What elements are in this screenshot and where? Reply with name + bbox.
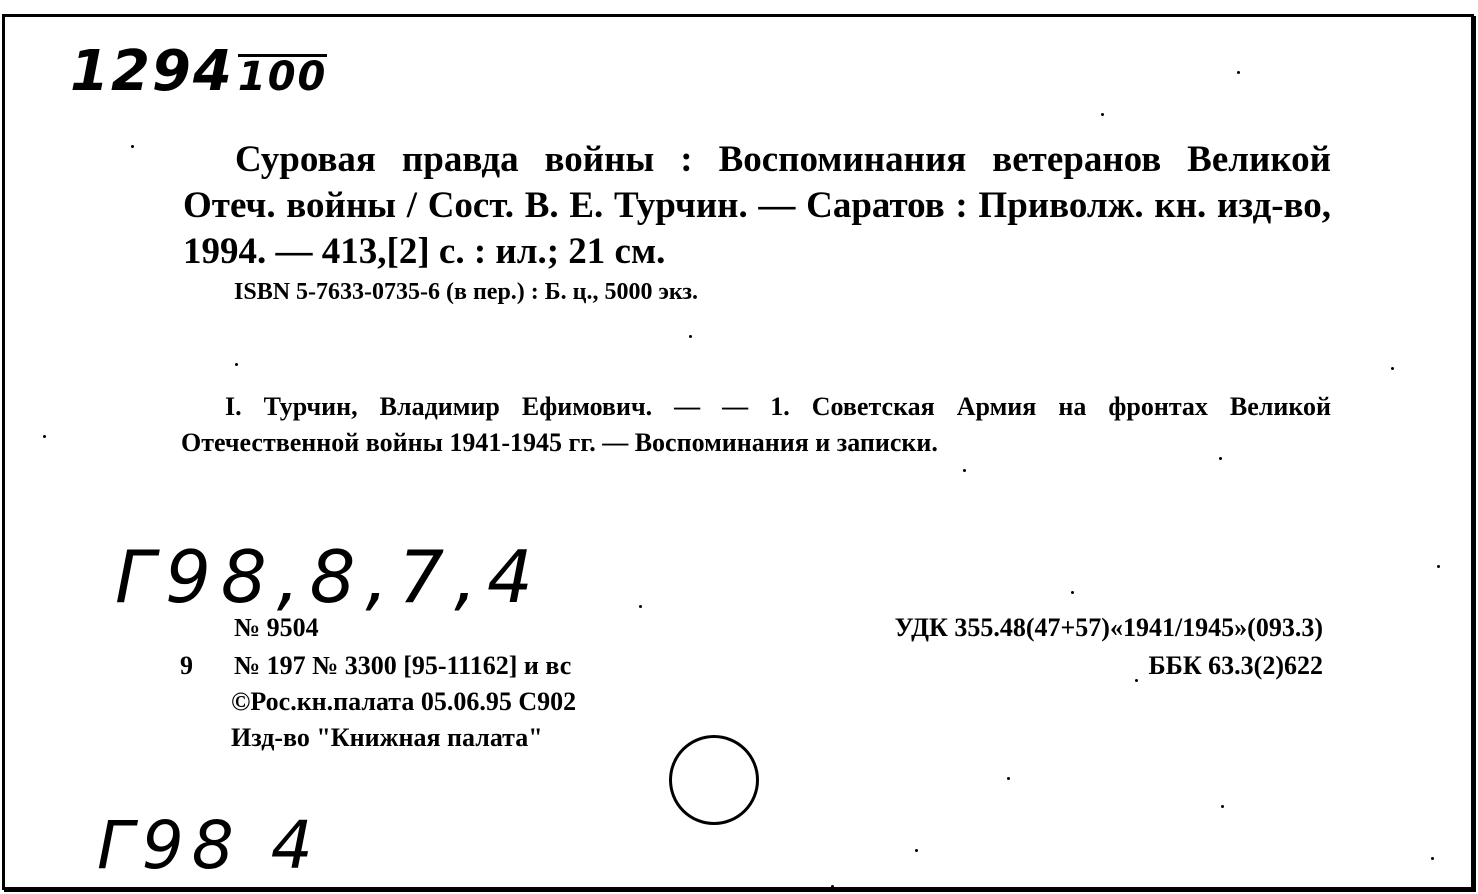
speck <box>1101 113 1104 116</box>
speck <box>915 849 918 852</box>
record-number: № 9504 <box>234 613 319 642</box>
speck <box>1221 805 1224 808</box>
publisher-line: Изд-во "Книжная палата" <box>231 723 543 752</box>
catalog-card <box>2 14 1474 890</box>
bibliographic-entry: Суровая правда войны : Воспоминания ветеранов Великой Отеч. войны / Сост. В. Е. Турчин. — Саратов : Приволж. кн. изд-во, 1994. — 413,[2] с. : ил.; 21 см. <box>183 139 1331 272</box>
subject-tracings: I. Турчин, Владимир Ефимович. — — 1. Советская Армия на фронтах Великой Отечественной войны 1941-1945 гг. — Воспоминания и записки. <box>181 392 1331 457</box>
inventory-main: 1294 <box>70 39 234 104</box>
speck <box>639 605 642 608</box>
speck <box>235 363 238 366</box>
number-line: № 197 № 3300 [95-11162] и вс <box>234 651 572 680</box>
copyright-line: ©Рос.кн.палата 05.06.95 С902 <box>231 687 577 716</box>
speck <box>1391 367 1394 370</box>
handwritten-classification-code: Г98,8,7,4 <box>115 535 543 619</box>
speck <box>1135 679 1138 682</box>
inventory-fraction: 100 <box>237 54 328 100</box>
speck <box>963 469 966 472</box>
udk-code: УДК 355.48(47+57)«1941/1945»(093.3) <box>894 613 1323 642</box>
bbk-code: ББК 63.3(2)622 <box>1148 651 1323 680</box>
speck <box>1219 457 1222 460</box>
card-nine: 9 <box>180 651 193 680</box>
handwritten-inventory-number <box>70 39 327 104</box>
speck <box>1007 777 1010 780</box>
speck <box>1437 565 1440 568</box>
handwritten-shelf-code: Г98 4 <box>97 807 321 884</box>
speck <box>131 145 134 148</box>
speck <box>1237 71 1240 74</box>
speck <box>1431 857 1434 860</box>
isbn-line: ISBN 5-7633-0735-6 (в пер.) : Б. ц., 5000 экз. <box>234 279 698 305</box>
speck <box>1071 591 1074 594</box>
speck <box>831 885 834 888</box>
stamp-circle <box>669 735 759 825</box>
speck <box>689 335 692 338</box>
speck <box>43 435 46 438</box>
